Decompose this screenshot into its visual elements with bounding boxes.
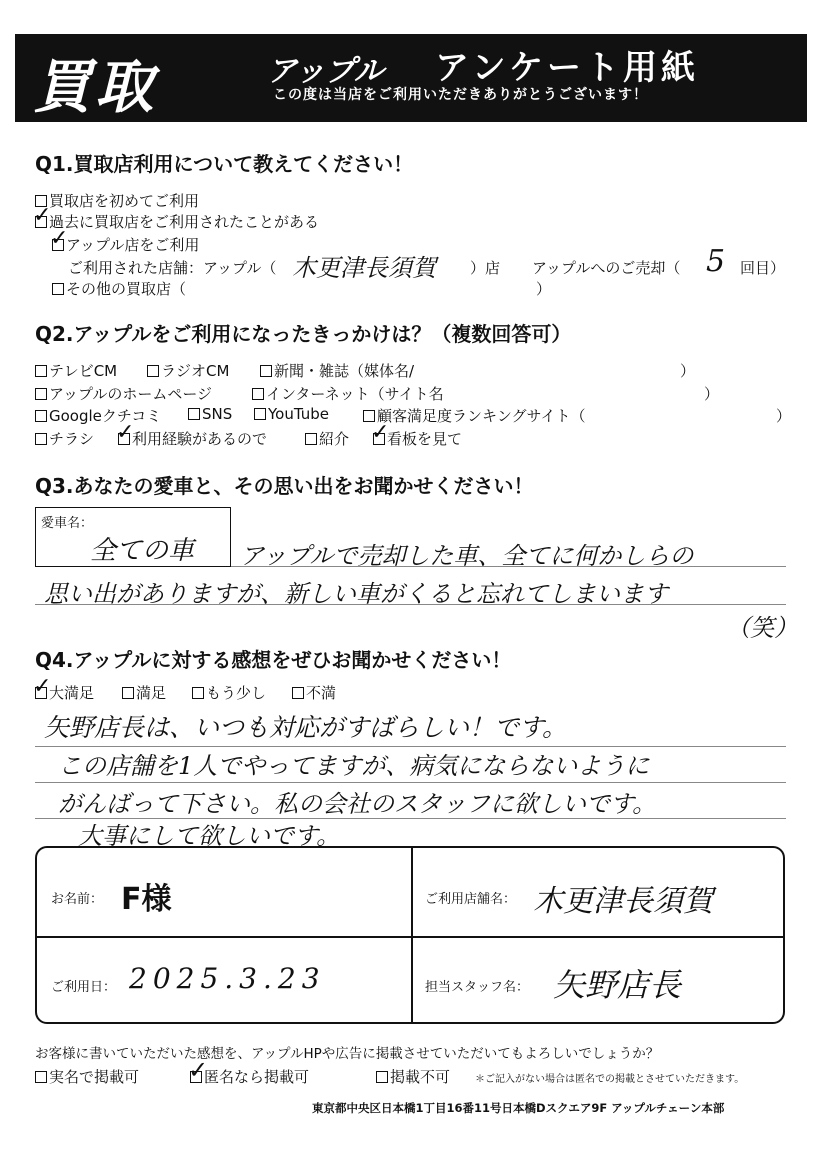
store-name-value[interactable]: 木更津長須賀 [533,884,713,919]
q2-opt-google[interactable]: Googleクチコミ [35,405,161,426]
checkmark-icon: ✓ [188,1056,209,1084]
form-title: アンケート用紙 [435,48,699,88]
name-label: お名前： [51,892,104,907]
checkmark-icon: ✓ [371,420,390,445]
q2-opt-sns[interactable]: SNS [188,405,232,423]
q2-opt-flyer[interactable]: チラシ [35,428,94,449]
q1-option-past[interactable]: ✓ 過去に買取店をご利用されたことがある [33,203,320,231]
checkmark-icon: ✓ [50,226,69,251]
publish-opt-anonymous[interactable]: ✓ 匿名なら掲載可 [188,1056,310,1086]
card-vertical-divider [411,848,413,1022]
q1-option-apple[interactable]: ✓ アップル店をご利用 [50,226,200,254]
q3-text-line3[interactable]: （笑） [726,614,798,642]
q2-opt-homepage[interactable]: アップルのホームページ [35,383,212,404]
q4-text-line2[interactable]: この店舗を1人でやってますが、病気にならないように [58,752,650,780]
date-value[interactable]: 2025.3.23 [129,962,326,995]
q2-opt-newspaper[interactable]: 新聞・雑誌（媒体名/ [260,360,414,381]
q1-store-suffix: ）店 [470,259,501,277]
q4-opt-so-so[interactable]: もう少し [192,682,266,703]
apple-logo: アップル [267,54,384,89]
q2-opt-internet[interactable]: インターネット（サイト名 [252,383,444,404]
customer-info-card [35,846,785,1024]
checkmark-icon: ✓ [116,420,135,445]
q3-text-line1[interactable]: アップルで売却した車、全てに何かしらの [240,542,694,570]
q2-opt-ranking[interactable]: 顧客満足度ランキングサイト（ [363,405,586,426]
q1-count-suffix: 回目） [740,259,786,277]
q1-count-value[interactable]: 5 [706,244,726,279]
checkmark-icon: ✓ [33,203,52,228]
q4-opt-satisfied[interactable]: 満足 [122,682,166,703]
publish-question: お客様に書いていただいた感想を、アップルHPや広告に掲載させていただいてもよろしいでしょうか？ [35,1046,660,1062]
card-horizontal-divider [37,936,783,938]
q2-opt-youtube[interactable]: YouTube [254,405,329,423]
q1-store-value[interactable]: 木更津長須賀 [292,254,436,282]
q1-title: Q1.買取店利用について教えてください！ [35,152,414,176]
q1-store-label: ご利用された店舗：アップル（ [68,259,277,277]
name-value[interactable]: F様 [121,882,172,917]
q3-title: Q3.あなたの愛車と、その思い出をお聞かせください！ [35,474,534,498]
publish-note: ＊ご記入がない場合は匿名での掲載とさせていただきます。 [475,1074,745,1085]
q2-opt-tvcm[interactable]: テレビCM [35,360,117,381]
q4-text-line1[interactable]: 矢野店長は、いつも対応がすばらしい！です。 [44,713,568,742]
q4-opt-very-satisfied[interactable]: ✓ 大満足 [33,674,95,702]
q1-option-first[interactable]: 買取店を初めてご利用 [35,190,199,211]
q2-opt-referral[interactable]: 紹介 [305,428,349,449]
date-label: ご利用日： [51,980,117,995]
q2-opt-radiocm[interactable]: ラジオCM [147,360,229,381]
q2-row2-close: ） [704,385,720,403]
q2-row1-close: ） [680,362,696,380]
staff-value[interactable]: 矢野店長 [553,966,682,1004]
q1-count-label: アップルへのご売却（ [532,259,681,277]
q4-text-line3[interactable]: がんばって下さい。私の会社のスタッフに欲しいです。 [58,790,657,818]
form-subtitle: この度は当店をご利用いただきありがとうございます！ [273,87,648,103]
car-name-value[interactable]: 全ての車 [90,536,195,566]
q4-opt-unsatisfied[interactable]: 不満 [292,682,336,703]
store-name-label: ご利用店舗名： [425,892,517,907]
q2-opt-experience[interactable]: ✓ 利用経験があるので [116,420,268,448]
q1-option-other[interactable]: その他の買取店（ [52,278,186,299]
header-banner [15,34,807,122]
q2-opt-signboard[interactable]: ✓ 看板を見て [371,420,463,448]
q1-other-close: ） [536,280,552,298]
q4-title: Q4.アップルに対する感想をぜひお聞かせください！ [35,648,512,672]
car-name-label: 愛車名： [41,516,94,531]
q2-row3-close: ） [776,407,792,425]
q3-text-line2[interactable]: 思い出がありますが、新しい車がくると忘れてしまいます [44,580,668,608]
kaitori-logo: 買取 [33,53,158,121]
checkmark-icon: ✓ [33,674,52,699]
q4-text-line4[interactable]: 大事にして欲しいです。 [78,822,341,850]
staff-label: 担当スタッフ名： [425,980,530,995]
publish-opt-real-name[interactable]: 実名で掲載可 [35,1066,139,1087]
q2-title: Q2.アップルをご利用になったきっかけは？（複数回答可） [35,322,572,346]
company-address: 東京都中央区日本橋1丁目16番11号日本橋Dスクエア9F アップルチェーン本部 [312,1101,725,1115]
publish-opt-no[interactable]: 掲載不可 [376,1066,450,1087]
